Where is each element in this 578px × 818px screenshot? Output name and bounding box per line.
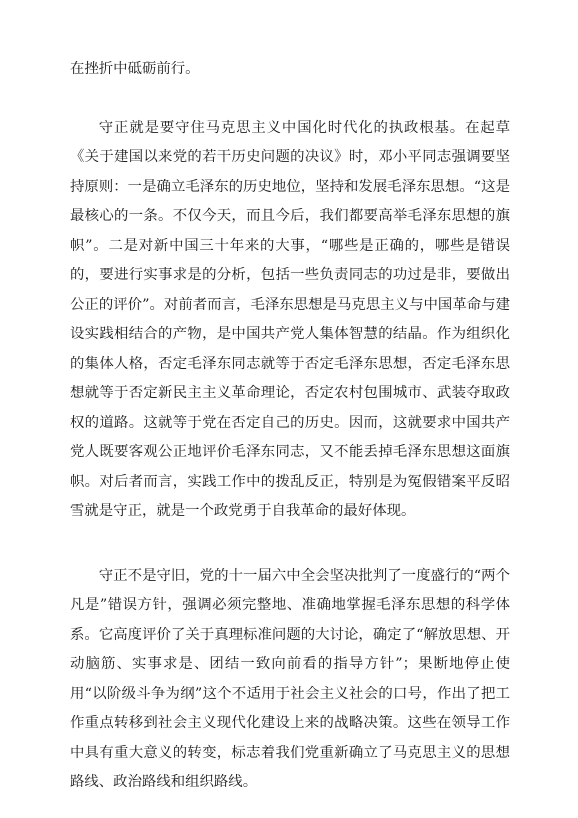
paragraph-continuation: 在挫折中砥砺前行。 — [70, 61, 200, 77]
paragraph-shouzheng-genji: 守正就是要守住马克思主义中国化时代化的执政根基。在起草《关于建国以来党的若干历史问题的决议》时，邓小平同志强调要坚持原则：一是确立毛泽东的历史地位，坚持和发展毛泽东思想。“这是最核心的一条。不仅今天，而且今后，我们都要高举毛泽东思想的旗帜”。二是对新中国三十年来的大事，“哪些是正确的，哪些是错误的，要进行实事求是的分析，包括一些负责同志的功过是非，要做出公正的评价”。对前者而言，毛泽东思想是马克思主义与中国革命与建设实践相结合的产物，是中国共产党人集体智慧的结晶。作为组织化的集体人格，否定毛泽东同志就等于否定毛泽东思想，否定毛泽东思想就等于否定新民主主义革命理论，否定农村包围城市、武装夺取政权的道路。这就等于党在否定自己的历史。因而，这就要求中国共产党人既要客观公正地评价毛泽东同志，又不能丢掉毛泽东思想这面旗帜。对后者而言，实践工作中的拨乱反正，特别是为冤假错案平反昭雪就是守正，就是一个政党勇于自我革命的最好体现。 — [70, 119, 510, 519]
document-body — [70, 55, 510, 798]
paragraph-shouzheng-bushi-shoujiu: 守正不是守旧，党的十一届六中全会坚决批判了一度盛行的“两个凡是”错误方针，强调必须完整地、准确地掌握毛泽东思想的科学体系。它高度评价了关于真理标准问题的大讨论，确定了“解放思想、开动脑筋、实事求是、团结一致向前看的指导方针”；果断地停止使用“以阶级斗争为纲”这个不适用于社会主义社会的口号，作出了把工作重点转移到社会主义现代化建设上来的战略决策。这些在领导工作中具有重大意义的转变，标志着我们党重新确立了马克思主义的思想路线、政治路线和组织路线。 — [70, 567, 510, 790]
